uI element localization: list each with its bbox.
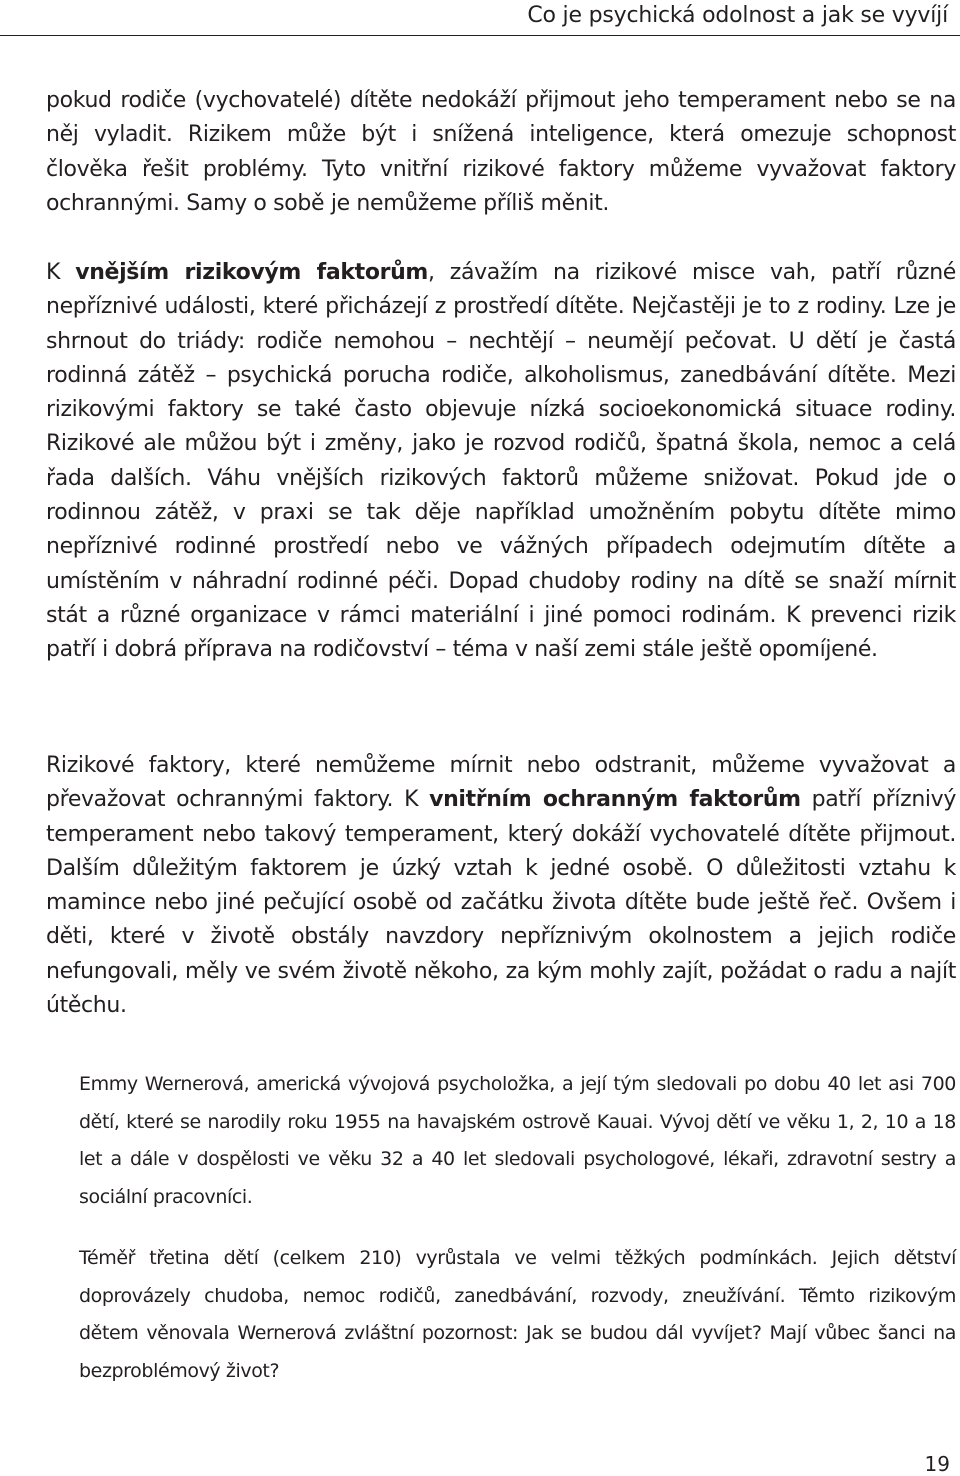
running-header [0, 0, 960, 34]
body-paragraph-2 [46, 256, 956, 668]
page-number: 19 [924, 1452, 950, 1476]
inset-paragraph-2: Téměř třetina dětí (celkem 210) vyrůstala ve velmi těžkých podmínkách. Jejich dětství doprovázely chudoba, nemoc rodičů, zanedbávání, rozvody, zneužívání. Těmto rizikovým dětem věnovala Wernerová zvláštní pozornost: Jak se budou dál vyvíjet? Mají vůbec šanci na bezproblémový život? [79, 1247, 956, 1382]
running-head-title: Co je psychická odolnost a jak se vyvíjí [527, 3, 948, 28]
emphasis-term: vnějším rizikovým faktorům [75, 260, 428, 285]
body-paragraph-3 [46, 749, 956, 1023]
emphasis-term: vnitřním ochranným faktorům [429, 787, 801, 813]
paragraph-text: pokud rodiče (vychovatelé) dítěte nedokáží přijmout jeho temperament nebo se na něj vyladit. Rizikem může být i snížená inteligence, která omezuje schopnost člověka řešit problémy. Tyto vnitřní rizikové faktory můžeme vyvažovat faktory ochrannými. Samy o sobě je nemůžeme příliš měnit. [46, 88, 956, 216]
paragraph-text-lead: K [46, 260, 76, 285]
paragraph-text: , závažím na rizikové misce vah, patří různé nepříznivé události, které přicházejí z prostředí dítěte. Nejčastěji je to z rodiny. Lze je shrnout do triády: rodiče nemohou – nechtějí – neumějí pečovat. U dětí je častá rodinná zátěž – psychická porucha rodiče, alkoholismus, zanedbávání dítěte. Mezi rizikovými faktory se také často objevuje nízká socioekonomická situace rodiny. Rizikové ale můžou být i změny, jako je rozvod rodičů, špatná škola, nemoc a celá řada dalších. Váhu vnějších rizikových faktorů můžeme snižovat. Pokud jde o rodinnou zátěž, v praxi se tak děje například umožněním pobytu dítěte mimo nepříznivé rodinné prostředí nebo ve vážných případech odejmutím dítěte a umístěním v náhradní rodinné péči. Dopad chudoby rodiny na dítě se snaží mírnit stát a různé organizace v rámci materiální i jiné pomoci rodinám. K prevenci rizik patří i dobrá příprava na rodičovství – téma v naší zemi stále ještě opomíjené. [46, 260, 956, 663]
paragraph-text-lead: Rizikové faktory, které nemůžeme mírnit nebo odstranit, můžeme vyvažovat a převažovat ochrannými faktory. K [46, 753, 956, 813]
paragraph-text: patří příznivý temperament nebo takový temperament, který dokáží vychovatelé dítěte přijmout. Dalším důležitým faktorem je úzký vztah k jedné osobě. O důležitosti vztahu k mamince nebo jiné pečující osobě od začátku života dítěte bude ještě řeč. Ovšem i děti, které v životě obstály navzdory nepříznivým okolnostem a jejich rodiče nefungovali, měly ve svém životě někoho, za kým mohly zajít, požádat o radu a najít útěchu. [46, 787, 957, 1019]
inset-paragraph-1: Emmy Wernerová, americká vývojová psycholožka, a její tým sledovali po dobu 40 let asi 700 dětí, které se narodily roku 1955 na havajském ostrově Kauai. Vývoj dětí ve věku 1, 2, 10 a 18 let a dále v dospělosti ve věku 32 a 40 let sledovali psychologové, lékaři, zdravotní sestry a sociální pracovníci. [79, 1073, 956, 1208]
body-paragraph-1 [46, 84, 956, 221]
header-rule [0, 35, 960, 36]
